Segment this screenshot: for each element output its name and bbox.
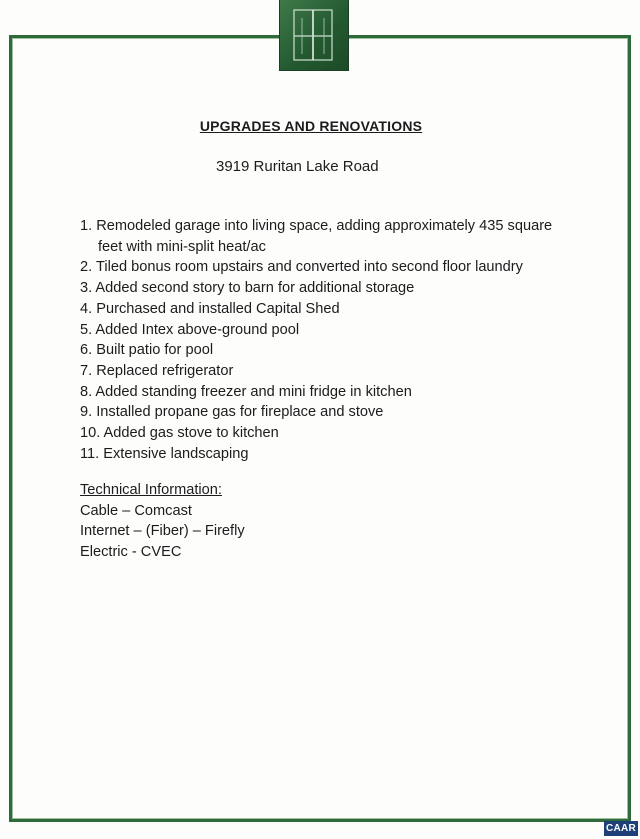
item-number: 9. xyxy=(80,404,93,421)
item-text: Installed propane gas for fireplace and stove xyxy=(96,404,384,421)
technical-heading: Technical Information: xyxy=(80,482,222,498)
list-item xyxy=(80,382,580,403)
item-number: 7. xyxy=(80,362,93,379)
technical-line-electric: Electric - CVEC xyxy=(80,544,182,561)
list-item xyxy=(80,444,580,465)
item-text: Extensive landscaping xyxy=(103,445,249,462)
item-number: 1. xyxy=(80,218,93,234)
item-text: Remodeled garage into living space, adding approximately 435 square xyxy=(96,218,553,234)
list-item xyxy=(80,402,580,423)
item-text-continued: feet with mini-split heat/ac xyxy=(98,238,266,255)
item-text: Purchased and installed Capital Shed xyxy=(96,300,340,317)
list-item xyxy=(80,216,580,257)
item-number: 10. xyxy=(80,425,101,442)
list-item xyxy=(80,423,580,444)
logo-mark-icon xyxy=(280,0,348,70)
document-title: UPGRADES AND RENOVATIONS xyxy=(199,118,423,134)
item-number: 4. xyxy=(80,300,93,317)
upgrades-list xyxy=(80,216,580,464)
item-number: 5. xyxy=(80,321,93,338)
item-text: Added second story to barn for additional storage xyxy=(95,280,415,297)
item-text: Added Intex above-ground pool xyxy=(95,321,300,338)
item-text: Tiled bonus room upstairs and converted into second floor laundry xyxy=(95,259,523,276)
list-item xyxy=(80,320,580,341)
item-number: 11. xyxy=(80,445,100,462)
item-text: Added standing freezer and mini fridge in kitchen xyxy=(95,383,412,400)
item-text: Replaced refrigerator xyxy=(96,362,234,379)
company-logo xyxy=(280,0,348,70)
technical-line-cable: Cable – Comcast xyxy=(80,502,192,519)
item-number: 6. xyxy=(80,342,93,359)
caar-badge: CAAR xyxy=(605,823,637,834)
item-text: Built patio for pool xyxy=(96,342,214,359)
list-item xyxy=(80,257,580,278)
item-number: 2. xyxy=(80,259,93,276)
list-item xyxy=(80,340,580,361)
list-item xyxy=(80,278,580,299)
list-item xyxy=(80,299,580,320)
item-text: Added gas stove to kitchen xyxy=(103,425,279,442)
property-address: 3919 Ruritan Lake Road xyxy=(216,158,379,175)
item-number: 8. xyxy=(80,383,93,400)
technical-line-internet: Internet – (Fiber) – Firefly xyxy=(80,523,245,540)
item-number: 3. xyxy=(80,280,93,297)
list-item xyxy=(80,361,580,382)
technical-information xyxy=(80,480,245,563)
